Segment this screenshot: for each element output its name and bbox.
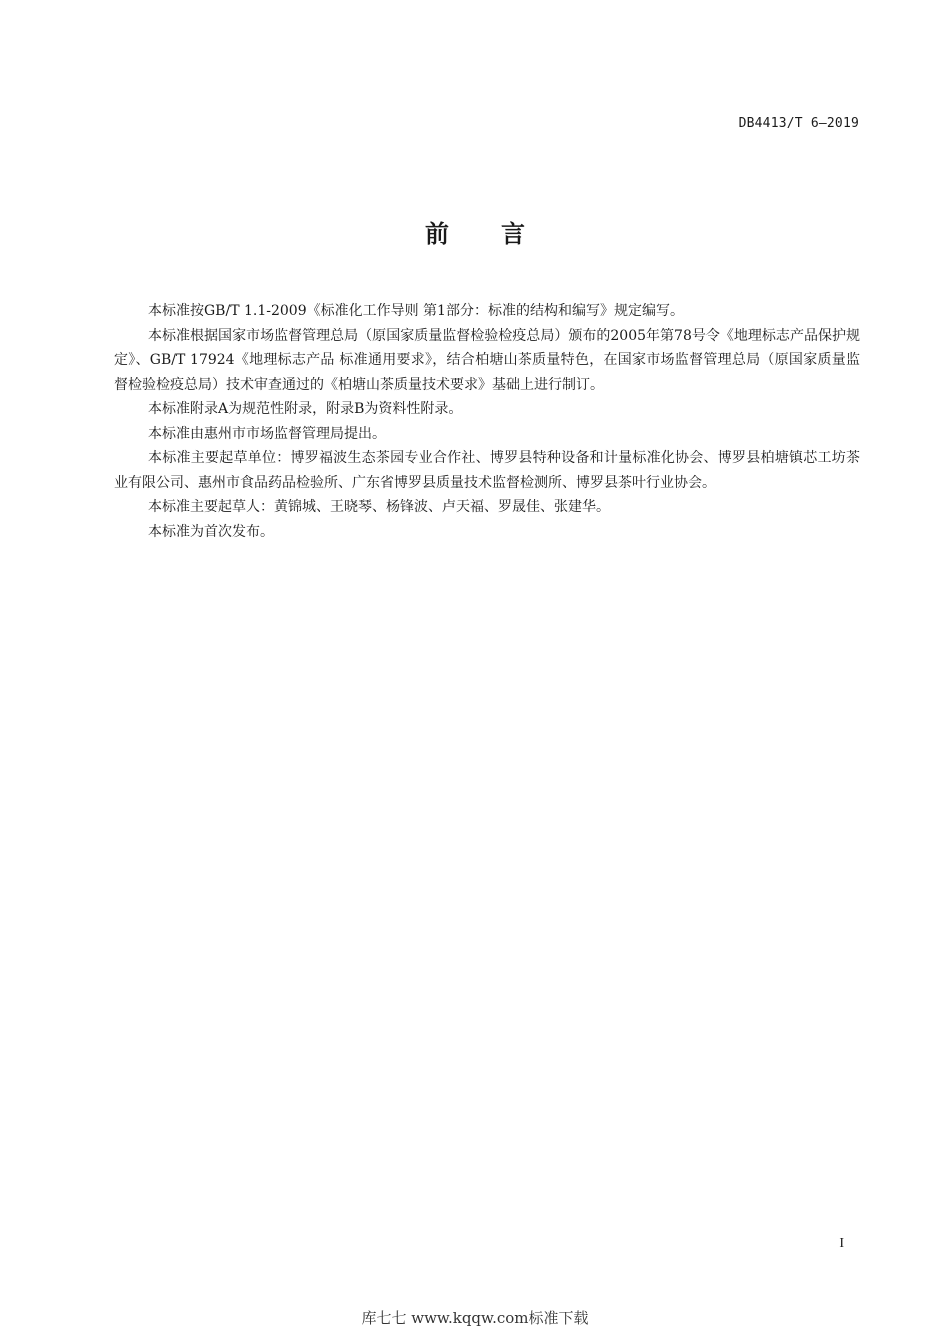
paragraph-legal-basis: 本标准根据国家市场监督管理总局（原国家质量监督检验检疫总局）颁布的2005年第78号令《地理标志产品保护规定》、GB/T 17924《地理标志产品 标准通用要求》，结合柏塘山茶质量特色，在国家市场监督管理总局（原国家质量监督检验检疫总局）技术审查通过的《柏塘山茶质量技术要求》基础上进行制订。	[114, 327, 860, 393]
foreword-title	[0, 214, 950, 249]
document-code: DB4413/T 6—2019	[738, 116, 859, 131]
paragraph-drafters: 本标准主要起草人：黄锦城、王晓琴、杨锋波、卢天福、罗晟佳、张建华。	[148, 499, 610, 515]
paragraph-first-release: 本标准为首次发布。	[148, 523, 274, 540]
title-char-2: 言	[501, 220, 525, 248]
paragraph-proposer: 本标准由惠州市市场监督管理局提出。	[148, 425, 386, 442]
paragraph-drafting-units: 本标准主要起草单位：博罗福波生态茶园专业合作社、博罗县特种设备和计量标准化协会、博罗县柏塘镇芯工坊茶业有限公司、惠州市食品药品检验所、广东省博罗县质量技术监督检测所、博罗县茶叶行业协会。	[114, 450, 860, 491]
paragraph-appendices: 本标准附录A为规范性附录，附录B为资料性附录。	[148, 401, 463, 417]
page-number: I	[839, 1236, 844, 1251]
foreword-body	[114, 299, 860, 544]
paragraph-format-basis: 本标准按GB/T 1.1-2009《标准化工作导则 第1部分：标准的结构和编写》规定编写。	[148, 303, 684, 319]
title-char-1: 前	[425, 220, 449, 248]
watermark-text: 库七七 www.kqqw.com标准下载	[361, 1309, 589, 1327]
